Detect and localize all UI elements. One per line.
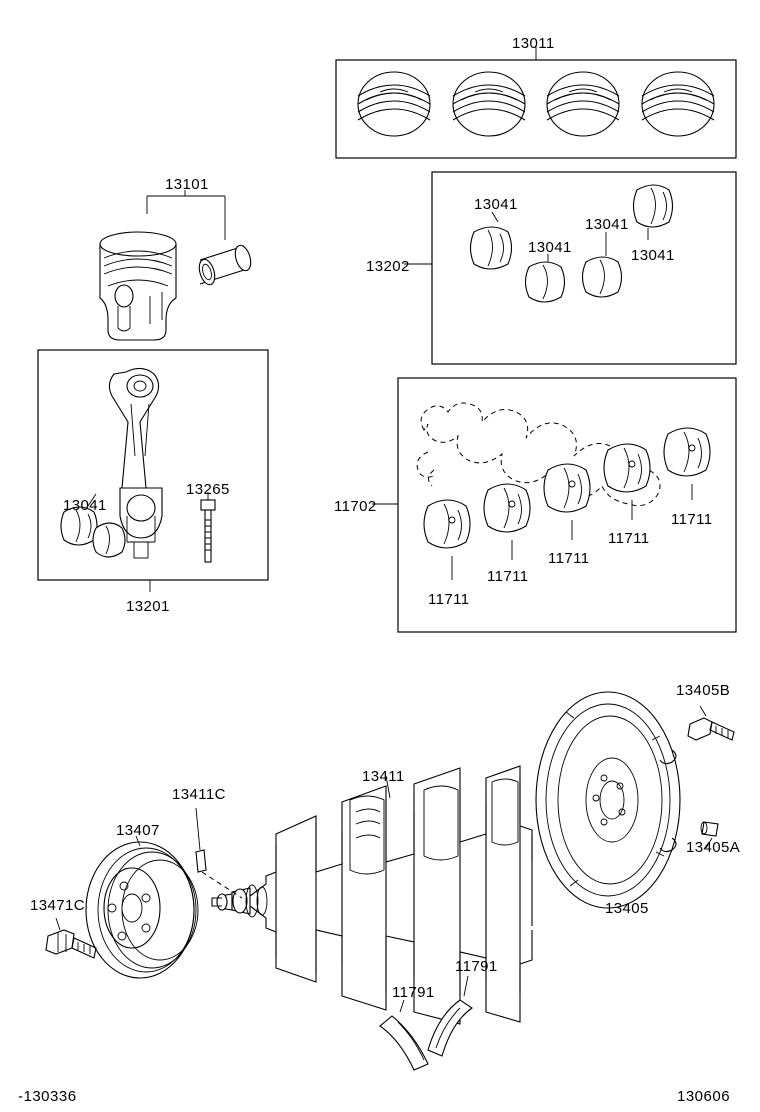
label-11711-e: 11711: [428, 591, 470, 608]
label-13471C: 13471C: [30, 897, 85, 914]
flywheel: [536, 692, 680, 908]
label-13041-c: 13041: [528, 239, 572, 256]
connecting-rod-group: [38, 350, 268, 592]
label-11711-d: 11711: [487, 568, 529, 585]
crank-bearing-set-group: [372, 378, 736, 632]
crankshaft-assembly-group: [46, 692, 734, 1070]
crankshaft: [212, 766, 532, 1024]
label-13265: 13265: [186, 481, 230, 498]
piston-group: [100, 190, 253, 340]
label-13041-a: 13041: [474, 196, 518, 213]
piston-ring-set-group: [336, 46, 736, 158]
label-13407: 13407: [116, 822, 160, 839]
label-11711-b: 11711: [608, 530, 650, 547]
label-11791-b: 11791: [392, 984, 435, 1001]
label-13202: 13202: [366, 258, 410, 275]
label-13201: 13201: [126, 598, 170, 615]
page-code-right: 130606: [677, 1088, 731, 1105]
label-13041-d: 13041: [631, 247, 675, 264]
label-13011: 13011: [512, 35, 555, 52]
flywheel-bolt: [688, 706, 734, 740]
label-11711-a: 11711: [671, 511, 713, 528]
page-code-left: -130336: [18, 1088, 77, 1105]
rod-bearing-set-group: [404, 172, 736, 364]
label-13405A: 13405A: [686, 839, 741, 856]
label-11711-c: 11711: [548, 550, 590, 567]
label-11702: 11702: [334, 498, 377, 515]
label-11791-a: 11791: [455, 958, 498, 975]
label-13041-e: 13041: [63, 497, 107, 514]
label-13411: 13411: [362, 768, 405, 785]
label-13405: 13405: [605, 900, 649, 917]
crankshaft-key: [196, 808, 242, 898]
label-13101: 13101: [165, 176, 209, 193]
crankshaft-pulley: [86, 836, 198, 978]
label-13411C: 13411C: [172, 786, 226, 803]
label-13405B: 13405B: [676, 682, 731, 699]
label-13041-b: 13041: [585, 216, 629, 233]
